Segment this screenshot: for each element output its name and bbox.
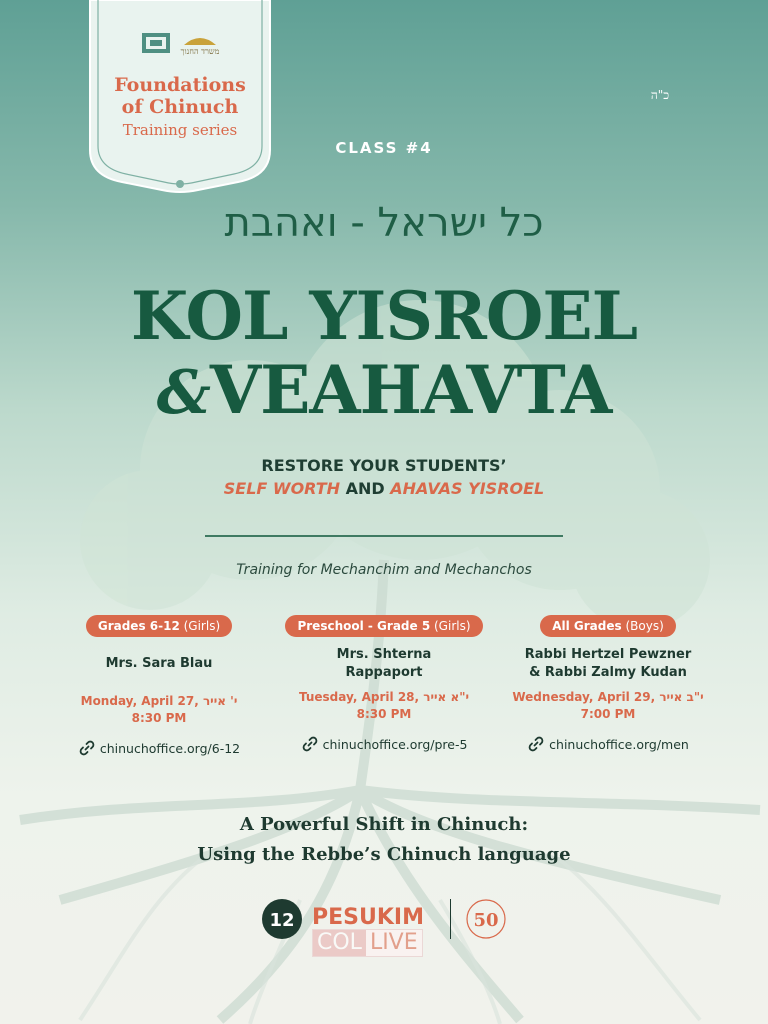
watermark-part-a: COL: [313, 930, 366, 956]
pesukim-number: 12: [269, 910, 295, 931]
session-column-1: [44, 615, 274, 757]
ampersand: &: [156, 358, 210, 428]
logo-row: [82, 28, 278, 58]
watermark: [312, 929, 423, 957]
main-title-line2: [60, 352, 708, 431]
grade-group: (Boys): [621, 619, 664, 633]
session-time: 8:30 PM: [131, 711, 187, 725]
registration-link[interactable]: [44, 739, 274, 757]
main-title-line2-text: VEAHAVTA: [209, 351, 612, 429]
anniversary-number: 50: [473, 910, 499, 931]
session-datetime: [493, 689, 723, 723]
session-datetime: [269, 689, 499, 723]
series-title-line2: of Chinuch: [121, 96, 239, 118]
tagline-line1: A Powerful Shift in Chinuch:: [239, 814, 529, 835]
organization-logo-icon: [141, 30, 171, 56]
grade-group: (Girls): [430, 619, 471, 633]
footer-divider: [450, 899, 451, 939]
teacher-name-line1: Mrs. Shterna: [336, 647, 432, 662]
teacher-name-line2: Rappaport: [345, 665, 423, 680]
subtitle-line1: RESTORE YOUR STUDENTS’: [261, 456, 507, 475]
series-title-line1: Foundations: [114, 74, 246, 96]
pesukim-logo-text: PESUKIM: [312, 905, 424, 930]
grade-label: Preschool - Grade 5: [297, 619, 431, 633]
grade-label: All Grades: [552, 619, 622, 633]
ministry-crown-icon: [182, 31, 218, 47]
teacher-name-line1: Rabbi Hertzel Pewzner: [524, 647, 692, 662]
registration-link[interactable]: [493, 735, 723, 753]
grade-label: Grades 6-12: [97, 619, 180, 633]
registration-link-text[interactable]: chinuchoffice.org/6-12: [99, 740, 241, 756]
subtitle-line2: [120, 479, 648, 498]
session-date: Tuesday, April 28, י"א אייר: [298, 690, 469, 704]
link-icon: [78, 739, 96, 757]
grade-badge-3: [540, 615, 676, 637]
tagline-line2: Using the Rebbe’s Chinuch language: [197, 844, 571, 865]
ministry-logo-text: משרד החנוך: [180, 46, 220, 56]
registration-link[interactable]: [269, 735, 499, 753]
ministry-logo: [181, 31, 220, 56]
teacher-name: Mrs. Sara Blau: [105, 656, 213, 671]
badge: [82, 28, 278, 139]
pesukim-logo-icon: [260, 897, 304, 941]
session-datetime: [44, 693, 274, 727]
session-column-2: [269, 615, 499, 753]
teacher-name: [493, 645, 723, 683]
teacher-name-line2: & Rabbi Zalmy Kudan: [529, 665, 687, 680]
footer-logos: [260, 895, 520, 965]
series-title: [82, 74, 278, 118]
registration-link-text[interactable]: chinuchoffice.org/men: [549, 736, 689, 752]
hebrew-title: כל ישראל - ואהבת: [224, 200, 544, 246]
session-date: Monday, April 27, י' אייר: [80, 694, 238, 708]
bh-mark: כ"ה: [650, 88, 670, 102]
class-label: CLASS #4: [335, 139, 433, 157]
link-icon: [527, 735, 545, 753]
subtitle-connector: AND: [340, 479, 391, 498]
self-worth: SELF WORTH: [223, 479, 341, 498]
main-title-line1: KOL YISROEL: [130, 277, 638, 355]
session-column-3: [493, 615, 723, 753]
grade-badge-1: [86, 615, 232, 637]
divider: [205, 535, 563, 537]
teacher-name: [269, 645, 499, 683]
training-audience: Training for Mechanchim and Mechanchos: [236, 562, 532, 578]
anniversary-logo-icon: [464, 897, 508, 941]
session-date: Wednesday, April 29, י"ב אייר: [512, 690, 704, 704]
series-subtitle: Training series: [122, 121, 238, 139]
grade-badge-2: [285, 615, 482, 637]
watermark-part-b: LIVE: [366, 930, 422, 956]
session-time: 8:30 PM: [356, 707, 412, 721]
ahavas-yisroel: AHAVAS YISROEL: [390, 479, 545, 498]
session-time: 7:00 PM: [580, 707, 636, 721]
grade-group: (Girls): [179, 619, 221, 633]
link-icon: [301, 735, 319, 753]
registration-link-text[interactable]: chinuchoffice.org/pre-5: [322, 736, 468, 752]
